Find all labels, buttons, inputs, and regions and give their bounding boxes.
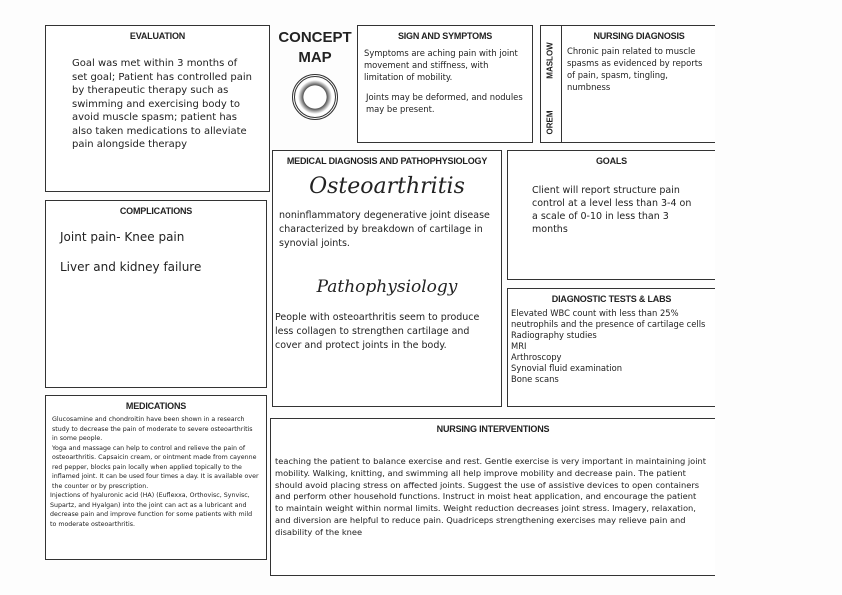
diagnostic-item: Arthroscopy	[511, 352, 562, 362]
concept-title: CONCEPT	[278, 29, 352, 46]
medications-paragraph: Injections of hyaluronic acid (HA) (Euflexxa, Orthovisc, Synvisc, Supartz, and Hyalgan) into the joint can act as a lubricant and decrease pain and improve function for some patients with mild to moderate osteoarthritis.	[50, 492, 253, 528]
medical-diagnosis-box	[272, 150, 502, 407]
medical-title: MEDICAL DIAGNOSIS AND PATHOPHYSIOLOGY	[286, 156, 488, 166]
evaluation-box	[45, 25, 270, 192]
medications-box	[45, 395, 267, 560]
diagnosis-name: Osteoarthritis	[309, 174, 465, 199]
orem-label: OREM	[545, 110, 555, 135]
evaluation-text: Goal was met within 3 months of set goal; Patient has controlled pain by therapeutic therapy such as swimming and exercising body to avoid muscle spasm; patient has also taken medications to alleviate pain alongside therapy	[72, 58, 252, 150]
goals-box	[507, 150, 715, 280]
pathophysiology-text: People with osteoarthritis seem to produce less collagen to strengthen cartilage and cover and protect joints in the body.	[275, 312, 480, 351]
goals-title: GOALS	[595, 156, 627, 166]
diagnosis-definition: noninflammatory degenerative joint disease characterized by breakdown of cartilage in synovial joints.	[279, 210, 490, 249]
diagnostic-item: Synovial fluid examination	[511, 363, 623, 373]
nursing-diagnosis-box	[540, 25, 715, 143]
signs-text-1: Symptoms are aching pain with joint movement and stiffness, with limitation of mobility.	[364, 48, 518, 82]
theory-strip	[541, 26, 562, 142]
interventions-text: teaching the patient to balance exercise and rest. Gentle exercise is very important in maintaining joint mobility. Walking, knitting, and swimming all help improve mobility and decrease pain. The patient should avoid placing stress on affected joints. Suggest the use of assistive devices to open containers and perform other household functions. Instruct in moist heat application, and encourage the patient to maintain weight within normal limits. Weight reduction decreases joint stress. Imagery, relaxation, and diversion are helpful to reduce pain. Quadriceps strengthening exercises may relieve pain and disability of the knee	[275, 456, 707, 537]
complications-title: COMPLICATIONS	[119, 206, 193, 216]
school-seal-icon	[292, 74, 338, 120]
medications-paragraph: Yoga and massage can help to control and relieve the pain of osteoarthritis. Capsaicin cream, or ointment made from cayenne red pepper, blocks pain locally when applied topically to the inflamed joint. It can be used four times a day. It is available over the counter or by prescription.	[52, 444, 259, 490]
signs-text-2: Joints may be deformed, and nodules may be present.	[366, 92, 523, 114]
complication-item: Liver and kidney failure	[60, 260, 202, 274]
diagnostic-item: Radiography studies	[511, 330, 597, 340]
nursing-diagnosis-title: NURSING DIAGNOSIS	[593, 31, 685, 41]
signs-symptoms-box	[357, 25, 533, 143]
maslow-label: MASLOW	[545, 42, 555, 79]
concept-map-header	[278, 28, 352, 120]
nursing-interventions-box	[270, 418, 715, 576]
nursing-diagnosis-text: Chronic pain related to muscle spasms as evidenced by reports of pain, spasm, tingling, numbness	[567, 46, 703, 92]
diagnostic-item: Elevated WBC count with less than 25% neutrophils and the presence of cartilage cells	[511, 308, 706, 329]
diagnostic-item: Bone scans	[511, 374, 559, 384]
goals-text: Client will report structure pain control at a level less than 3-4 on a scale of 0-10 in less than 3 months	[532, 185, 692, 235]
diagnostics-title: DIAGNOSTIC TESTS & LABS	[551, 294, 672, 304]
medications-title: MEDICATIONS	[125, 401, 187, 411]
interventions-title: NURSING INTERVENTIONS	[436, 424, 550, 434]
complications-box	[45, 200, 267, 388]
diagnostic-tests-box	[507, 288, 715, 407]
signs-title: SIGN AND SYMPTOMS	[397, 31, 493, 41]
complication-item: Joint pain- Knee pain	[60, 230, 185, 244]
diagnostics-list	[508, 304, 715, 389]
diagnostic-item: MRI	[511, 341, 527, 351]
map-title: MAP	[298, 49, 332, 66]
medications-paragraph: Glucosamine and chondroitin have been shown in a research study to decrease the pain of moderate to severe osteoarthritis in some people.	[52, 416, 253, 442]
evaluation-title: EVALUATION	[129, 31, 186, 41]
pathophysiology-title: Pathophysiology	[316, 277, 458, 297]
